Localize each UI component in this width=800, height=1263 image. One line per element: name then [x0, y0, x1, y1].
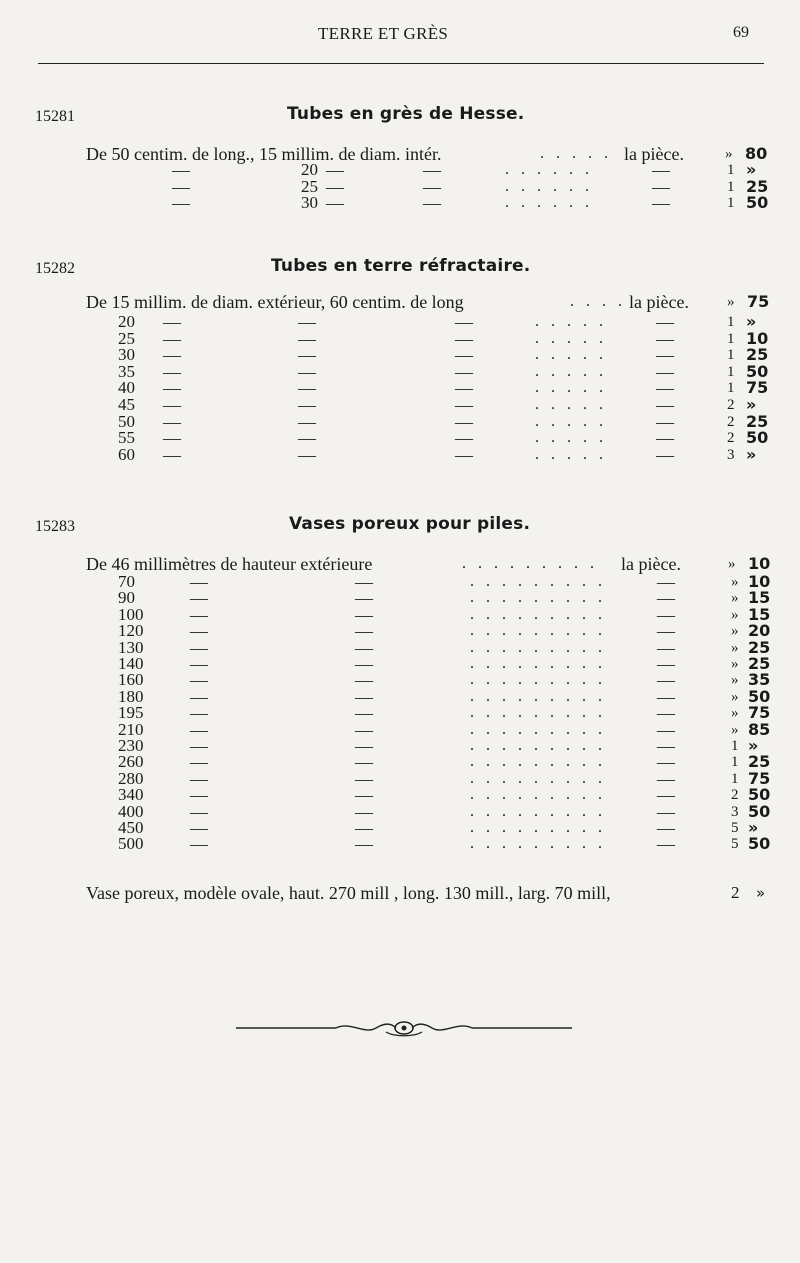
size-value: 130 [118, 637, 144, 657]
ditto-dash: — [656, 312, 674, 332]
ditto-dash: — [172, 176, 190, 197]
ditto-dash: — [656, 361, 674, 382]
leader-dots: . . . . . [535, 313, 607, 330]
leader-dots: . . . . . . . . . [470, 802, 606, 820]
tailpiece-ornament [236, 1015, 572, 1041]
ditto-dash: — [355, 752, 373, 773]
price-prefix: 1 [727, 363, 735, 380]
price-prefix: 1 [727, 380, 735, 397]
size-value: 50 [118, 411, 135, 431]
ditto-dash: — [455, 395, 473, 415]
size-value: 195 [118, 703, 144, 723]
ditto-dash: — [163, 345, 181, 366]
ditto-dash: — [190, 736, 208, 756]
price-row [0, 194, 800, 212]
price-prefix: 2 [731, 787, 739, 804]
price-value: 75 [746, 378, 769, 398]
ditto-dash: — [657, 670, 675, 691]
ditto-dash: — [298, 428, 316, 449]
ditto-dash: — [652, 160, 670, 180]
leader-dots: . . . . . . . . . [470, 622, 606, 640]
ditto-dash: — [298, 411, 316, 432]
price-value: 75 [748, 768, 771, 788]
size-value: 55 [118, 428, 135, 448]
price-value: 15 [748, 588, 771, 608]
price-value: 25 [746, 345, 769, 365]
leader-dots: . . . . . . [505, 194, 593, 211]
ditto-dash: — [355, 736, 373, 756]
leader-dots: . . . . . [535, 445, 607, 463]
size-value: 340 [118, 785, 144, 805]
ditto-dash: — [172, 193, 190, 213]
size-value: 35 [118, 361, 135, 381]
ditto-dash: — [190, 686, 208, 707]
size-value: 100 [118, 604, 144, 624]
leader-dots: . . . . . . . . . [470, 786, 606, 804]
page-header [0, 20, 800, 52]
ditto-dash: — [656, 428, 674, 449]
price-prefix: 1 [727, 330, 735, 347]
price-value: 35 [748, 670, 771, 690]
price-prefix: » [731, 590, 739, 607]
price-value: » [756, 884, 766, 902]
page-number: 69 [733, 24, 749, 41]
ditto-dash: — [657, 785, 675, 806]
price-prefix: » [731, 705, 739, 722]
ditto-dash: — [657, 588, 675, 609]
price-prefix: » [728, 556, 736, 572]
price-value: 50 [746, 428, 769, 448]
ditto-dash: — [190, 818, 208, 838]
ditto-dash: — [455, 361, 473, 382]
ditto-dash: — [355, 670, 373, 691]
ditto-dash: — [423, 193, 441, 213]
size-value: 40 [118, 378, 135, 398]
ditto-dash: — [190, 588, 208, 609]
header-rule [38, 63, 764, 64]
ditto-dash: — [657, 621, 675, 642]
leader-dots: . . . . . [535, 412, 607, 430]
price-row-oval-vase [0, 884, 800, 902]
row-description: De 50 centim. de long., 15 millim. de diam. intér. [86, 144, 442, 164]
size-value: 210 [118, 719, 144, 739]
ditto-dash: — [163, 312, 181, 332]
ditto-dash: — [163, 428, 181, 449]
size-value: 280 [118, 768, 144, 788]
price-prefix: 1 [727, 347, 735, 364]
ditto-dash: — [657, 768, 675, 789]
ditto-dash: — [657, 604, 675, 625]
ditto-dash: — [355, 654, 373, 674]
price-prefix: 1 [727, 314, 735, 330]
ditto-dash: — [298, 312, 316, 332]
size-value: 45 [118, 395, 135, 414]
ditto-dash: — [656, 345, 674, 366]
size-value: 500 [118, 834, 144, 854]
ditto-dash: — [455, 312, 473, 332]
ref-number: 15281 [35, 108, 75, 125]
price-value: 80 [745, 144, 768, 163]
ditto-dash: — [455, 328, 473, 349]
price-value: 20 [748, 621, 771, 641]
ditto-dash: — [657, 703, 675, 724]
size-value: 160 [118, 670, 144, 690]
ditto-dash: — [355, 572, 373, 592]
section-title: Tubes en grès de Hesse. [287, 104, 525, 124]
price-value: 50 [748, 801, 771, 821]
size-value: 90 [118, 588, 135, 608]
ditto-dash: — [355, 588, 373, 609]
ditto-dash: — [657, 719, 675, 740]
size-value: 230 [118, 736, 144, 755]
row-description: De 46 millimètres de hauteur extérieure [86, 554, 373, 574]
price-value: 50 [746, 193, 769, 212]
price-value: 10 [748, 572, 771, 591]
size-value: 60 [118, 444, 135, 464]
ditto-dash: — [190, 801, 208, 822]
leader-dots: . . . . . [535, 429, 607, 447]
leader-dots: . . . . . [535, 396, 607, 413]
price-prefix: 1 [731, 754, 739, 771]
ditto-dash: — [455, 428, 473, 449]
price-prefix: » [727, 294, 735, 310]
price-row [0, 178, 800, 196]
ditto-dash: — [190, 572, 208, 592]
price-value: 75 [747, 292, 770, 311]
ditto-dash: — [190, 703, 208, 724]
size-value: 260 [118, 752, 144, 772]
size-value: 180 [118, 686, 144, 706]
ditto-dash: — [298, 444, 316, 465]
leader-dots: . . . . . [540, 145, 612, 162]
size-value: 25 [301, 176, 318, 196]
ditto-dash: — [298, 328, 316, 349]
price-value: » [746, 395, 757, 414]
ditto-dash: — [657, 686, 675, 707]
ditto-dash: — [190, 768, 208, 789]
ditto-dash: — [657, 752, 675, 773]
price-prefix: 5 [731, 820, 739, 836]
ditto-dash: — [652, 193, 670, 213]
ditto-dash: — [298, 378, 316, 399]
ref-number: 15282 [35, 260, 75, 277]
ditto-dash: — [190, 834, 208, 855]
ditto-dash: — [657, 572, 675, 592]
ditto-dash: — [163, 411, 181, 432]
ditto-dash: — [355, 768, 373, 789]
price-prefix: » [731, 606, 739, 623]
ditto-dash: — [355, 604, 373, 625]
price-value: 25 [748, 637, 771, 657]
price-prefix: 1 [731, 770, 739, 787]
leader-dots: . . . . . . . . . [470, 769, 606, 787]
price-value: 25 [748, 654, 771, 673]
ditto-dash: — [355, 801, 373, 822]
unit-label: la pièce. [624, 144, 684, 164]
price-prefix: » [731, 688, 739, 705]
leader-dots: . . . . . . . . . [470, 655, 606, 672]
ditto-dash: — [656, 444, 674, 465]
ditto-dash: — [657, 801, 675, 822]
price-prefix: 3 [731, 803, 739, 820]
ditto-dash: — [657, 637, 675, 658]
price-prefix: » [731, 574, 739, 590]
ditto-dash: — [190, 637, 208, 658]
leader-dots: . . . . . . . . . [470, 605, 606, 623]
leader-dots: . . . . . . . . . [470, 753, 606, 771]
ditto-dash: — [298, 361, 316, 382]
section-title: Vases poreux pour piles. [289, 514, 531, 534]
price-value: 10 [748, 554, 771, 573]
price-value: 25 [746, 176, 769, 196]
size-value: 20 [118, 312, 135, 331]
size-value: 20 [301, 160, 318, 179]
price-prefix: 1 [727, 162, 735, 178]
leader-dots: . . . . . . . . . [470, 671, 606, 689]
row-description: De 15 millim. de diam. extérieur, 60 centim. de long [86, 292, 464, 312]
size-value: 140 [118, 654, 144, 673]
leader-dots: . . . . . . . . . [470, 589, 606, 607]
leader-dots: . . . . . . . . . [470, 835, 606, 853]
ditto-dash: — [190, 670, 208, 691]
price-prefix: 1 [727, 178, 735, 195]
price-prefix: 5 [731, 836, 739, 853]
leader-dots: . . . . . [535, 379, 607, 397]
ditto-dash: — [355, 818, 373, 838]
unit-label: la pièce. [621, 554, 681, 574]
ditto-dash: — [355, 686, 373, 707]
ditto-dash: — [656, 411, 674, 432]
price-value: » [746, 444, 757, 464]
ditto-dash: — [190, 785, 208, 806]
size-value: 400 [118, 801, 144, 821]
price-value: 85 [748, 719, 771, 739]
size-value: 70 [118, 572, 135, 591]
ditto-dash: — [656, 328, 674, 349]
size-value: 30 [301, 193, 318, 212]
price-value: » [746, 312, 757, 331]
ditto-dash: — [190, 604, 208, 625]
running-title: TERRE ET GRÈS [318, 24, 449, 43]
ref-number: 15283 [35, 518, 75, 535]
price-row [0, 161, 800, 179]
ditto-dash: — [326, 193, 344, 213]
price-prefix: » [731, 721, 739, 738]
section-title: Tubes en terre réfractaire. [271, 256, 531, 276]
ditto-dash: — [355, 703, 373, 724]
leader-dots: . . . . . . . . . [470, 819, 606, 836]
price-value: » [748, 736, 759, 755]
price-prefix: » [731, 672, 739, 689]
ditto-dash: — [455, 345, 473, 366]
ditto-dash: — [455, 378, 473, 399]
ditto-dash: — [190, 621, 208, 642]
ditto-dash: — [298, 395, 316, 415]
ditto-dash: — [190, 752, 208, 773]
price-prefix: 1 [731, 738, 739, 754]
leader-dots: . . . . . . . . . [470, 573, 606, 590]
leader-dots: . . . . . [535, 362, 607, 380]
ditto-dash: — [652, 176, 670, 197]
ditto-dash: — [657, 654, 675, 674]
ditto-dash: — [657, 736, 675, 756]
ditto-dash: — [355, 834, 373, 855]
price-row [0, 293, 800, 311]
leader-dots: . . . . . . . . . [470, 704, 606, 722]
ditto-dash: — [326, 176, 344, 197]
price-value: 50 [748, 686, 771, 706]
leader-dots: . . . . . . . . . [470, 687, 606, 705]
price-value: 10 [746, 328, 769, 348]
price-prefix: » [731, 656, 739, 672]
leader-dots: . . . . . . . . . [470, 638, 606, 656]
ditto-dash: — [326, 160, 344, 180]
ditto-dash: — [163, 328, 181, 349]
price-value: » [746, 160, 757, 179]
ditto-dash: — [190, 654, 208, 674]
ditto-dash: — [163, 395, 181, 415]
price-row [0, 446, 800, 464]
price-value: 50 [748, 785, 771, 805]
price-prefix: » [731, 639, 739, 656]
leader-dots: . . . . . . . . . [470, 737, 606, 754]
ditto-dash: — [656, 395, 674, 415]
price-row [0, 835, 800, 853]
price-value: 15 [748, 604, 771, 624]
price-value: 50 [746, 361, 769, 381]
ditto-dash: — [455, 411, 473, 432]
ditto-dash: — [423, 176, 441, 197]
ditto-dash: — [163, 444, 181, 465]
size-value: 120 [118, 621, 144, 641]
price-prefix: » [731, 623, 739, 640]
leader-dots: . . . . [570, 293, 626, 310]
leader-dots: . . . . . . . . . [470, 720, 606, 738]
price-prefix: 2 [727, 430, 735, 447]
price-prefix: 1 [727, 195, 735, 211]
size-value: 30 [118, 345, 135, 365]
price-prefix: 2 [727, 413, 735, 430]
ditto-dash: — [163, 361, 181, 382]
ditto-dash: — [163, 378, 181, 399]
ditto-dash: — [172, 160, 190, 180]
ditto-dash: — [657, 818, 675, 838]
ditto-dash: — [657, 834, 675, 855]
leader-dots: . . . . . [535, 329, 607, 347]
ditto-dash: — [423, 160, 441, 180]
row-description: Vase poreux, modèle ovale, haut. 270 mill , long. 130 mill., larg. 70 mill, [86, 883, 611, 903]
unit-label: la pièce. [629, 292, 689, 312]
price-value: 25 [746, 411, 769, 431]
ditto-dash: — [455, 444, 473, 465]
ditto-dash: — [298, 345, 316, 366]
price-row [0, 555, 800, 573]
price-prefix: 3 [727, 446, 735, 463]
leader-dots: . . . . . . . . . [462, 555, 598, 572]
leader-dots: . . . . . . [505, 177, 593, 195]
price-prefix: 2 [731, 883, 740, 902]
ditto-dash: — [656, 378, 674, 399]
leader-dots: . . . . . . [505, 161, 593, 178]
price-value: 75 [748, 703, 771, 723]
price-value: » [748, 818, 759, 837]
price-prefix: 2 [727, 397, 735, 413]
size-value: 25 [118, 328, 135, 348]
ditto-dash: — [190, 719, 208, 740]
ditto-dash: — [355, 621, 373, 642]
leader-dots: . . . . . [535, 346, 607, 364]
price-value: 50 [748, 834, 771, 854]
price-prefix: » [725, 146, 733, 162]
price-value: 25 [748, 752, 771, 772]
size-value: 450 [118, 818, 144, 837]
ditto-dash: — [355, 785, 373, 806]
ditto-dash: — [355, 637, 373, 658]
ditto-dash: — [355, 719, 373, 740]
